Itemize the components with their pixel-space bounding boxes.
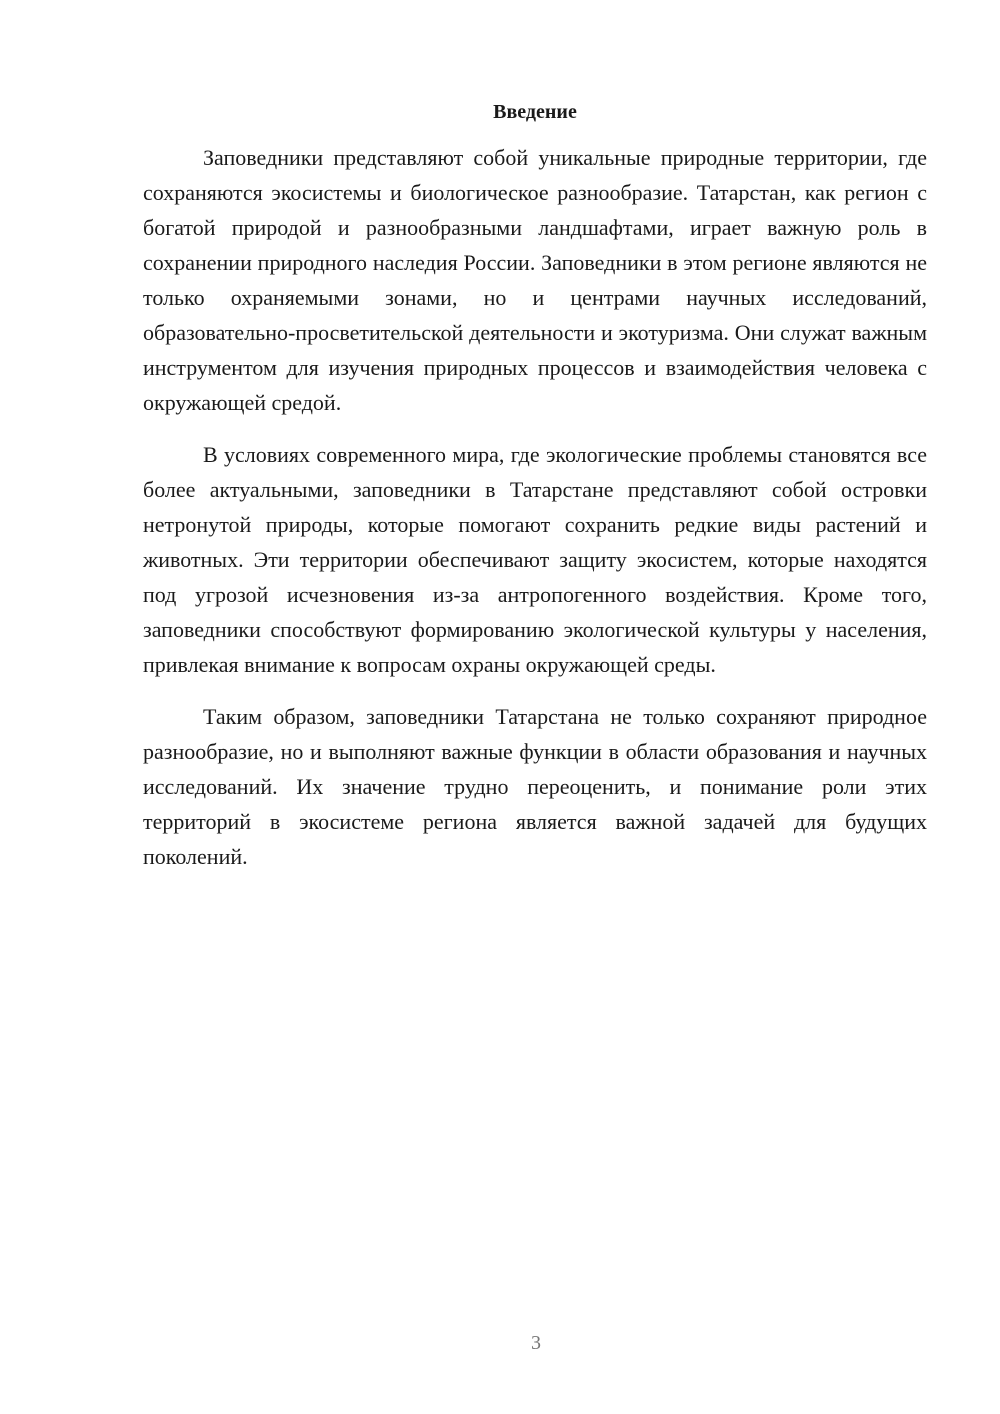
page-number: 3 (531, 1332, 541, 1354)
paragraph-1: Заповедники представляют собой уникальные природные территории, где сохраняются экосистемы и биологическое разнообразие. Татарстан, как регион с богатой природой и разнообразными ландшафтами, играет важную роль в сохранении природного наследия России. Заповедники в этом регионе являются не только охраняемыми зонами, но и центрами научных исследований, образовательно-просветительской деятельности и экотуризма. Они служат важным инструментом для изучения природных процессов и взаимодействия человека с окружающей средой. (143, 145, 927, 415)
section-heading: Введение (493, 101, 577, 123)
paragraph-2: В условиях современного мира, где экологические проблемы становятся все более актуальными, заповедники в Татарстане представляют собой островки нетронутой природы, которые помогают сохранить редкие виды растений и животных. Эти территории обеспечивают защиту экосистем, которые находятся под угрозой исчезновения из-за антропогенного воздействия. Кроме того, заповедники способствуют формированию экологической культуры у населения, привлекая внимание к вопросам охраны окружающей среды. (143, 442, 927, 677)
paragraph-3: Таким образом, заповедники Татарстана не только сохраняют природное разнообразие, но и выполняют важные функции в области образования и научных исследований. Их значение трудно переоценить, и понимание роли этих территорий в экосистеме региона является важной задачей для будущих поколений. (143, 704, 927, 869)
page-content (143, 96, 927, 891)
